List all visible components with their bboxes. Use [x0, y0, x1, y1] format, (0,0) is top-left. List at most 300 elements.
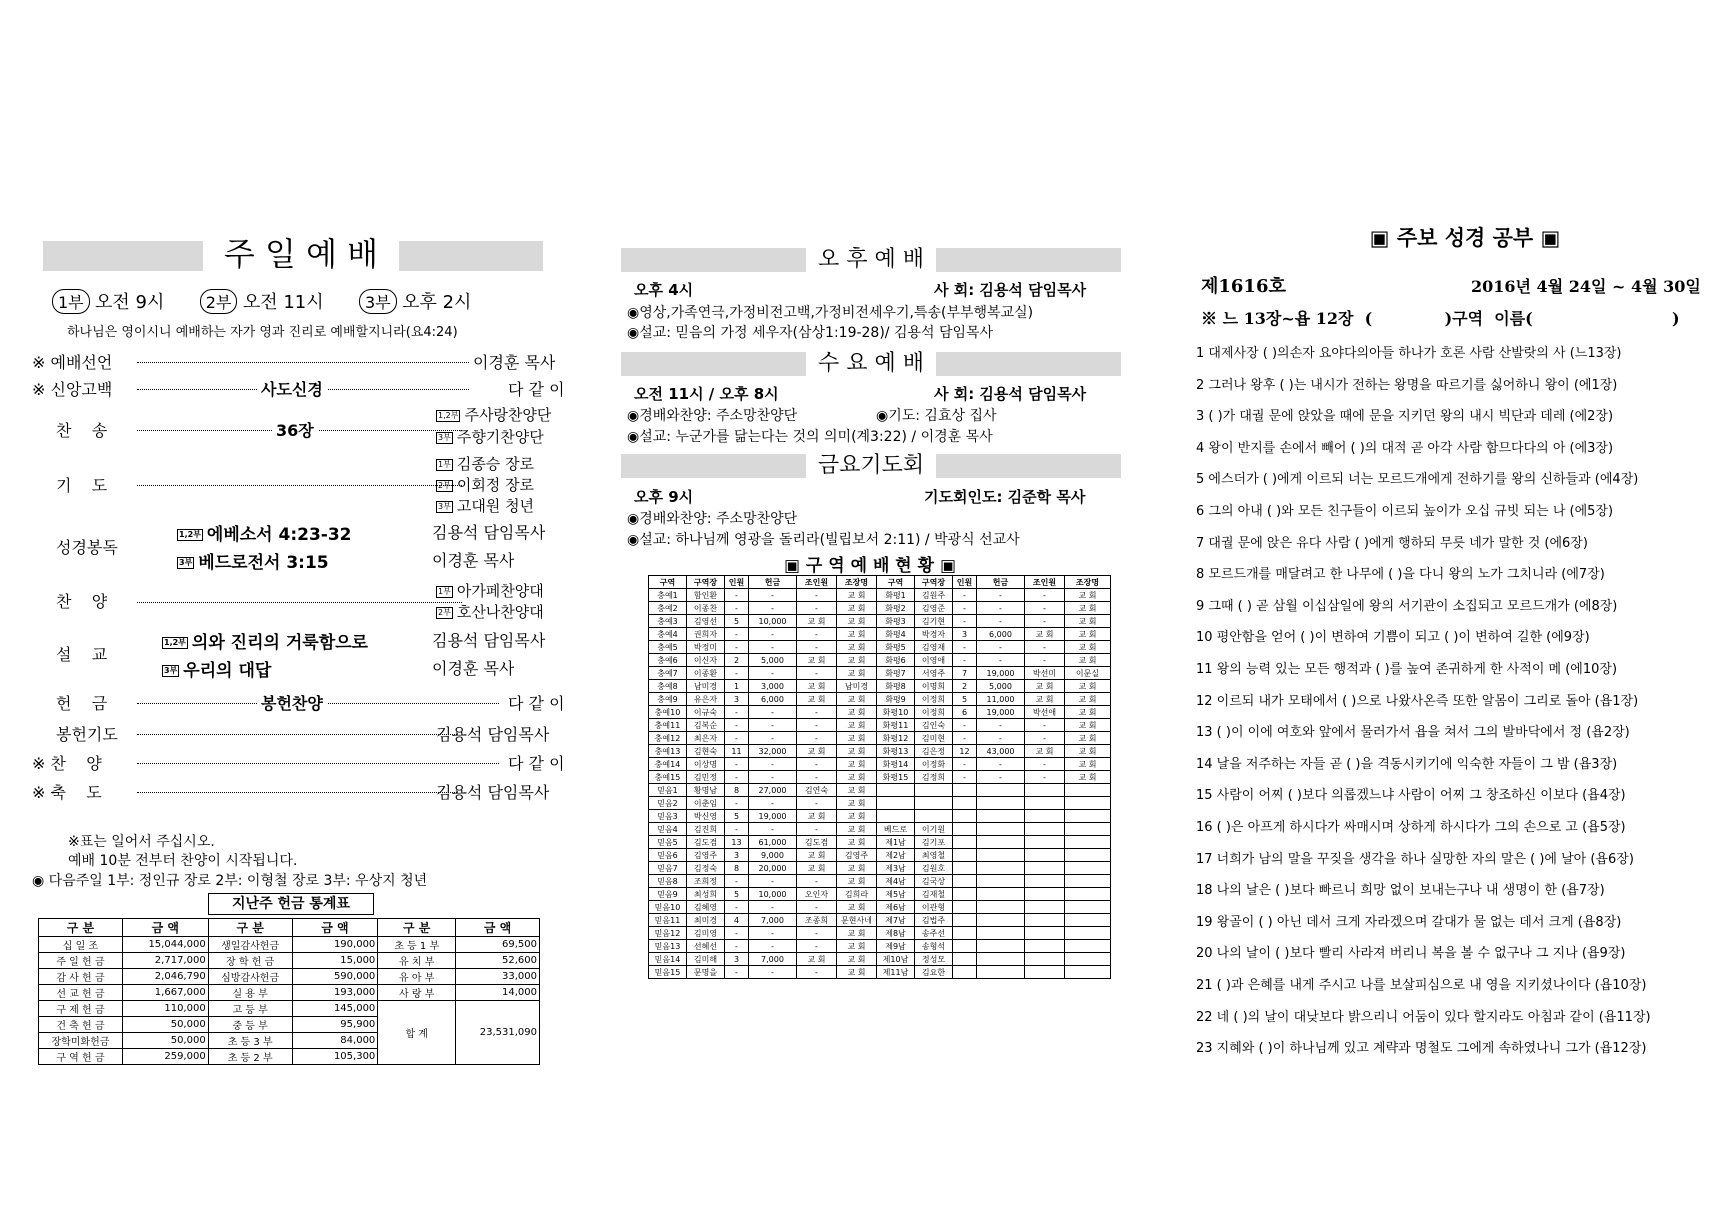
district-cell: -: [953, 589, 977, 602]
offering-header: 금 액: [292, 919, 378, 937]
leader-dots: [137, 792, 457, 793]
district-cell: [953, 875, 977, 888]
district-cell: [1025, 875, 1065, 888]
offering-cell: 구 제 헌 금: [39, 1001, 123, 1017]
district-cell: 이관형: [915, 901, 953, 914]
district-cell: 교 회: [797, 693, 837, 706]
order-blessing: [32, 780, 560, 804]
order-leader: 김용석 담임목사: [436, 783, 550, 802]
district-cell: 제7남: [877, 914, 915, 927]
offering-cell: 145,000: [292, 1001, 378, 1017]
afternoon-leader: 사 회: 김용석 담임목사: [934, 281, 1087, 299]
district-cell: -: [725, 732, 749, 745]
district-cell: 화평10: [877, 706, 915, 719]
district-cell: 서영주: [915, 667, 953, 680]
district-cell: 김민정: [687, 771, 725, 784]
district-cell: -: [953, 771, 977, 784]
offering-cell: 110,000: [122, 1001, 208, 1017]
district-cell: 교 회: [1065, 615, 1111, 628]
district-cell: [953, 849, 977, 862]
district-cell: 교 회: [837, 602, 877, 615]
district-cell: 문명을: [687, 966, 725, 979]
district-cell: [1025, 901, 1065, 914]
order-content: 사도신경: [257, 377, 327, 400]
district-cell: 박선미: [1025, 667, 1065, 680]
order-leader: 김용석 담임목사: [436, 725, 550, 744]
district-cell: 김도겸: [797, 836, 837, 849]
district-cell: -: [725, 771, 749, 784]
district-cell: 충예6: [649, 654, 687, 667]
district-cell: 교 회: [837, 901, 877, 914]
district-cell: 이정희: [915, 706, 953, 719]
district-header: 조장명: [1065, 576, 1111, 589]
district-row: [649, 901, 1111, 914]
district-cell: [877, 797, 915, 810]
district-cell: 6,000: [977, 628, 1025, 641]
district-cell: 제2남: [877, 849, 915, 862]
district-cell: [977, 927, 1025, 940]
district-cell: 교 회: [837, 732, 877, 745]
district-cell: -: [797, 875, 837, 888]
offering-cell: 14,000: [456, 985, 540, 1001]
district-cell: [953, 966, 977, 979]
district-cell: 3,000: [749, 680, 797, 693]
district-cell: 김기현: [915, 615, 953, 628]
district-cell: [953, 836, 977, 849]
district-cell: [977, 966, 1025, 979]
district-header: 인원: [725, 576, 749, 589]
order-leader-1: 1부 김종승 장로: [438, 455, 535, 473]
district-cell: 조희정: [687, 875, 725, 888]
district-cell: 김연숙: [797, 784, 837, 797]
district-cell: -: [725, 823, 749, 836]
district-row: [649, 810, 1111, 823]
district-cell: [1065, 823, 1111, 836]
district-row: [649, 875, 1111, 888]
district-cell: 화평12: [877, 732, 915, 745]
district-cell: 제9남: [877, 940, 915, 953]
offering-cell: 1,667,000: [122, 985, 208, 1001]
district-cell: 이영애: [915, 654, 953, 667]
offering-cell: 구 역 헌 금: [39, 1049, 123, 1065]
district-cell: -: [749, 797, 797, 810]
district-cell: 김진희: [687, 823, 725, 836]
district-cell: 제8남: [877, 927, 915, 940]
question-item: 21 ( )과 은혜를 내게 주시고 나를 보살피심으로 내 영을 지키셨나이다 (욥10장): [1196, 978, 1647, 993]
district-cell: -: [977, 771, 1025, 784]
district-cell: 제5남: [877, 888, 915, 901]
district-cell: 선혜선: [687, 940, 725, 953]
district-cell: 충예1: [649, 589, 687, 602]
leader-dots: [137, 734, 457, 735]
district-cell: 12: [953, 745, 977, 758]
district-cell: 남미경: [687, 680, 725, 693]
order-label: 성경봉독: [56, 538, 118, 557]
district-cell: 20,000: [749, 862, 797, 875]
district-cell: 제6남: [877, 901, 915, 914]
district-cell: 화평11: [877, 719, 915, 732]
district-cell: 김원호: [915, 862, 953, 875]
district-cell: 교 회: [837, 927, 877, 940]
afternoon-program: ◉영상,가족연극,가정비전고백,가정비전세우기,특송(부부행복교실): [627, 305, 1034, 321]
district-cell: -: [725, 901, 749, 914]
district-header: 구역장: [687, 576, 725, 589]
district-cell: [977, 862, 1025, 875]
sermon-2: 3부 우리의 대답: [164, 661, 272, 681]
district-header: 조인원: [797, 576, 837, 589]
district-cell: 교 회: [837, 784, 877, 797]
district-title: ▣ 구 역 예 배 현 황 ▣: [783, 556, 957, 576]
district-cell: 교 회: [837, 953, 877, 966]
question-item: 14 날을 저주하는 자들 곧 ( )을 격동시키기에 익숙한 자들이 그 밤 (욥3장): [1196, 756, 1618, 772]
offering-cell: 2,046,790: [122, 969, 208, 985]
order-leader: 다 같 이: [508, 380, 565, 399]
district-row: [649, 914, 1111, 927]
district-row: [649, 589, 1111, 602]
offering-header-row: [39, 919, 540, 937]
district-cell: 5: [725, 888, 749, 901]
district-cell: 6: [953, 706, 977, 719]
district-cell: 김인숙: [915, 719, 953, 732]
district-cell: -: [797, 927, 837, 940]
friday-sermon: ◉설교: 하나님께 영광을 돌리라(빌립보서 2:11) / 박광식 선교사: [627, 532, 1020, 548]
district-header: 헌금: [977, 576, 1025, 589]
district-cell: 화평3: [877, 615, 915, 628]
order-praise-2: [32, 751, 565, 775]
wednesday-leader: 사 회: 김용석 담임목사: [934, 385, 1087, 403]
district-cell: -: [797, 602, 837, 615]
district-cell: 최영철: [915, 849, 953, 862]
district-cell: [977, 953, 1025, 966]
order-leader-2: 2부 호산나찬양대: [438, 603, 544, 621]
district-header: 구역: [877, 576, 915, 589]
district-row: [649, 680, 1111, 693]
next-week: ◉ 다음주일 1부: 정인규 장로 2부: 이형철 장로 3부: 우상지 청년: [32, 873, 428, 889]
offering-cell: 실 용 부: [208, 985, 292, 1001]
district-cell: -: [797, 667, 837, 680]
district-cell: [977, 810, 1025, 823]
district-cell: 이기원: [915, 823, 953, 836]
offering-cell: 중 등 부: [208, 1017, 292, 1033]
district-cell: 유은자: [687, 693, 725, 706]
district-cell: 충예11: [649, 719, 687, 732]
district-cell: 믿음2: [649, 797, 687, 810]
district-cell: 교 회: [797, 849, 837, 862]
district-cell: [1025, 823, 1065, 836]
district-header: 구역: [649, 576, 687, 589]
leader-dots: [137, 602, 462, 603]
offering-cell: 15,044,000: [122, 937, 208, 953]
district-cell: -: [749, 875, 797, 888]
district-cell: -: [725, 589, 749, 602]
order-leader: 다 같 이: [508, 754, 565, 773]
district-cell: 교 회: [837, 758, 877, 771]
order-label: ※ 찬 양: [32, 754, 102, 773]
district-cell: 화평5: [877, 641, 915, 654]
district-cell: 충예2: [649, 602, 687, 615]
district-cell: 27,000: [749, 784, 797, 797]
district-cell: [977, 797, 1025, 810]
district-cell: -: [749, 927, 797, 940]
district-cell: -: [797, 771, 837, 784]
order-reading: [32, 520, 560, 574]
district-cell: [915, 784, 953, 797]
question-item: 23 지혜와 ( )이 하나님께 있고 계략과 명철도 그에게 속하였나니 그가 (욥12장): [1196, 1041, 1647, 1057]
district-cell: 베드로: [877, 823, 915, 836]
leader-dots: [137, 485, 462, 486]
district-cell: [1025, 888, 1065, 901]
district-cell: 충예12: [649, 732, 687, 745]
offering-cell: 생일감사헌금: [208, 937, 292, 953]
district-cell: 이규숙: [687, 706, 725, 719]
offering-cell: 33,000: [456, 969, 540, 985]
district-cell: [953, 797, 977, 810]
district-cell: 김영준: [915, 602, 953, 615]
district-cell: -: [725, 797, 749, 810]
district-cell: 김미현: [915, 732, 953, 745]
district-cell: 김정희: [915, 771, 953, 784]
district-cell: 믿음1: [649, 784, 687, 797]
district-cell: 교 회: [797, 654, 837, 667]
district-cell: 4: [725, 914, 749, 927]
offering-cell: 장학미화헌금: [39, 1033, 123, 1049]
district-cell: 문현사네: [837, 914, 877, 927]
district-cell: -: [797, 823, 837, 836]
sermon-2-leader: 이경훈 목사: [432, 659, 515, 678]
district-cell: [953, 940, 977, 953]
offering-cell: 사 랑 부: [378, 985, 456, 1001]
offering-table-title: 지난주 헌금 통계표: [208, 893, 374, 915]
offering-cell: 건 축 헌 금: [39, 1017, 123, 1033]
district-cell: [953, 953, 977, 966]
order-leader-1: 1,2부 주사랑찬양단: [438, 406, 552, 424]
district-cell: 김영주: [687, 849, 725, 862]
district-cell: 교 회: [837, 667, 877, 680]
district-cell: 함인환: [687, 589, 725, 602]
offering-row: [39, 1001, 540, 1017]
district-cell: 이정화: [915, 758, 953, 771]
district-cell: 1: [725, 680, 749, 693]
district-cell: -: [749, 706, 797, 719]
district-cell: [953, 862, 977, 875]
offering-header: 금 액: [122, 919, 208, 937]
service-time-2: 오전 11시: [242, 292, 324, 313]
offering-cell: 유 치 부: [378, 953, 456, 969]
sunday-title: 주 일 예 배: [203, 234, 399, 274]
afternoon-title: 오 후 예 배: [806, 245, 936, 275]
offering-cell: 50,000: [122, 1033, 208, 1049]
district-cell: 충예9: [649, 693, 687, 706]
district-cell: 교 회: [797, 745, 837, 758]
district-table: [648, 575, 1111, 979]
offering-cell: 95,900: [292, 1017, 378, 1033]
district-cell: -: [749, 732, 797, 745]
district-cell: 김희라: [837, 888, 877, 901]
offering-cell: 193,000: [292, 985, 378, 1001]
district-cell: 제10남: [877, 953, 915, 966]
offering-cell: 심방감사헌금: [208, 969, 292, 985]
offering-cell: 23,531,090: [456, 1001, 540, 1065]
district-cell: 교 회: [837, 589, 877, 602]
district-cell: 충예3: [649, 615, 687, 628]
offering-cell: 유 아 부: [378, 969, 456, 985]
district-cell: 교 회: [1065, 602, 1111, 615]
district-cell: 제4남: [877, 875, 915, 888]
district-cell: 이명희: [915, 680, 953, 693]
district-row: [649, 966, 1111, 979]
district-cell: -: [1025, 654, 1065, 667]
district-cell: 교 회: [837, 771, 877, 784]
offering-cell: 초 등 1 부: [378, 937, 456, 953]
district-cell: -: [725, 758, 749, 771]
district-cell: -: [977, 641, 1025, 654]
district-cell: [1065, 901, 1111, 914]
district-cell: 김현숙: [687, 745, 725, 758]
district-cell: 교 회: [797, 862, 837, 875]
district-cell: 김요한: [915, 966, 953, 979]
district-cell: 교 회: [1065, 771, 1111, 784]
district-cell: 최미경: [687, 914, 725, 927]
district-cell: -: [725, 706, 749, 719]
district-cell: 교 회: [1065, 654, 1111, 667]
district-cell: [1065, 888, 1111, 901]
district-cell: -: [1025, 602, 1065, 615]
district-cell: 제3남: [877, 862, 915, 875]
district-cell: -: [1025, 615, 1065, 628]
district-cell: 김복순: [687, 719, 725, 732]
district-cell: [953, 927, 977, 940]
district-cell: 화평7: [877, 667, 915, 680]
district-cell: 교 회: [1025, 680, 1065, 693]
district-cell: 5: [725, 810, 749, 823]
order-label: 찬 양: [56, 592, 108, 611]
wednesday-time: 오전 11시 / 오후 8시: [634, 385, 779, 403]
district-cell: 김정숙: [687, 862, 725, 875]
district-cell: 19,000: [749, 810, 797, 823]
district-row: [649, 927, 1111, 940]
question-item: 13 ( )이 이에 여호와 앞에서 물러가서 욥을 쳐서 그의 발바닥에서 정 (욥2장): [1196, 725, 1630, 741]
district-cell: 박선애: [1025, 706, 1065, 719]
district-cell: 19,000: [977, 706, 1025, 719]
order-prayer: [32, 453, 560, 517]
district-row: [649, 732, 1111, 745]
district-cell: 교 회: [1065, 758, 1111, 771]
district-row: [649, 628, 1111, 641]
district-cell: 교 회: [1065, 706, 1111, 719]
district-cell: 믿음3: [649, 810, 687, 823]
district-cell: 교 회: [797, 953, 837, 966]
offering-cell: 190,000: [292, 937, 378, 953]
district-cell: 김도겸: [687, 836, 725, 849]
district-cell: 송주선: [915, 927, 953, 940]
district-row: [649, 771, 1111, 784]
district-cell: [977, 784, 1025, 797]
district-cell: 교 회: [1065, 589, 1111, 602]
district-cell: [915, 797, 953, 810]
district-cell: 이정희: [915, 693, 953, 706]
district-cell: [877, 784, 915, 797]
district-cell: 8: [725, 784, 749, 797]
district-cell: -: [797, 901, 837, 914]
district-cell: -: [953, 641, 977, 654]
order-sermon: [32, 628, 560, 682]
district-cell: 5,000: [749, 654, 797, 667]
district-cell: [1025, 940, 1065, 953]
question-item: 19 왕골이 ( ) 아닌 데서 크게 자라겠으며 갈대가 물 없는 데서 크게 (욥8장): [1196, 914, 1622, 930]
issue-date: 2016년 4월 24일 ~ 4월 30일: [1471, 277, 1701, 296]
order-creed: [32, 377, 565, 401]
sermon-1: 1,2부 의와 진리의 거룩함으로: [164, 633, 368, 653]
district-cell: 송형석: [915, 940, 953, 953]
order-leader-1: 1부 아가페찬양대: [438, 582, 544, 600]
reading-2: 3부 베드로전서 3:15: [179, 553, 329, 573]
district-cell: 교 회: [1025, 693, 1065, 706]
district-cell: -: [1025, 771, 1065, 784]
district-cell: -: [749, 602, 797, 615]
order-hymn: [32, 406, 560, 450]
district-cell: 충예15: [649, 771, 687, 784]
note-praise-start: 예배 10분 전부터 찬양이 시작됩니다.: [68, 853, 298, 869]
district-cell: [1065, 914, 1111, 927]
district-cell: 믿음14: [649, 953, 687, 966]
district-cell: 화평6: [877, 654, 915, 667]
district-cell: 정성모: [915, 953, 953, 966]
district-cell: 충예7: [649, 667, 687, 680]
district-cell: [1065, 836, 1111, 849]
district-cell: -: [1025, 758, 1065, 771]
district-row: [649, 758, 1111, 771]
district-cell: [977, 940, 1025, 953]
district-cell: -: [725, 628, 749, 641]
question-item: 15 사람이 어찌 ( )보다 의롭겠느냐 사람이 어찌 그 창조하신 이보다 (욥4장): [1196, 788, 1626, 804]
district-cell: 이종찬: [687, 602, 725, 615]
district-cell: [1025, 862, 1065, 875]
friday-time: 오후 9시: [634, 488, 694, 506]
district-cell: 교 회: [837, 719, 877, 732]
district-cell: -: [797, 966, 837, 979]
district-cell: -: [977, 732, 1025, 745]
district-cell: 13: [725, 836, 749, 849]
reading-2-leader: 이경훈 목사: [432, 551, 515, 570]
district-row: [649, 797, 1111, 810]
district-cell: 교 회: [837, 823, 877, 836]
order-leader-2: 2부 이회정 장로: [438, 476, 535, 494]
district-cell: 교 회: [1065, 732, 1111, 745]
district-row: [649, 953, 1111, 966]
district-cell: 10,000: [749, 615, 797, 628]
order-label: 헌 금: [56, 694, 108, 713]
note-standing: ※표는 일어서 주십시오.: [68, 834, 215, 850]
district-cell: 7: [953, 667, 977, 680]
district-cell: 교 회: [797, 680, 837, 693]
district-row: [649, 602, 1111, 615]
district-cell: [1065, 927, 1111, 940]
district-cell: 2: [725, 654, 749, 667]
district-cell: [915, 810, 953, 823]
district-cell: [1065, 849, 1111, 862]
leader-dots: [137, 763, 499, 764]
district-cell: [953, 810, 977, 823]
district-cell: 교 회: [837, 641, 877, 654]
district-cell: [977, 849, 1025, 862]
district-cell: 교 회: [837, 615, 877, 628]
district-cell: [1025, 784, 1065, 797]
district-cell: [877, 810, 915, 823]
district-cell: 김은정: [915, 745, 953, 758]
offering-cell: 50,000: [122, 1017, 208, 1033]
friday-worship: ◉경배와찬양: 주소망찬양단: [627, 511, 798, 527]
district-cell: 교 회: [1065, 719, 1111, 732]
